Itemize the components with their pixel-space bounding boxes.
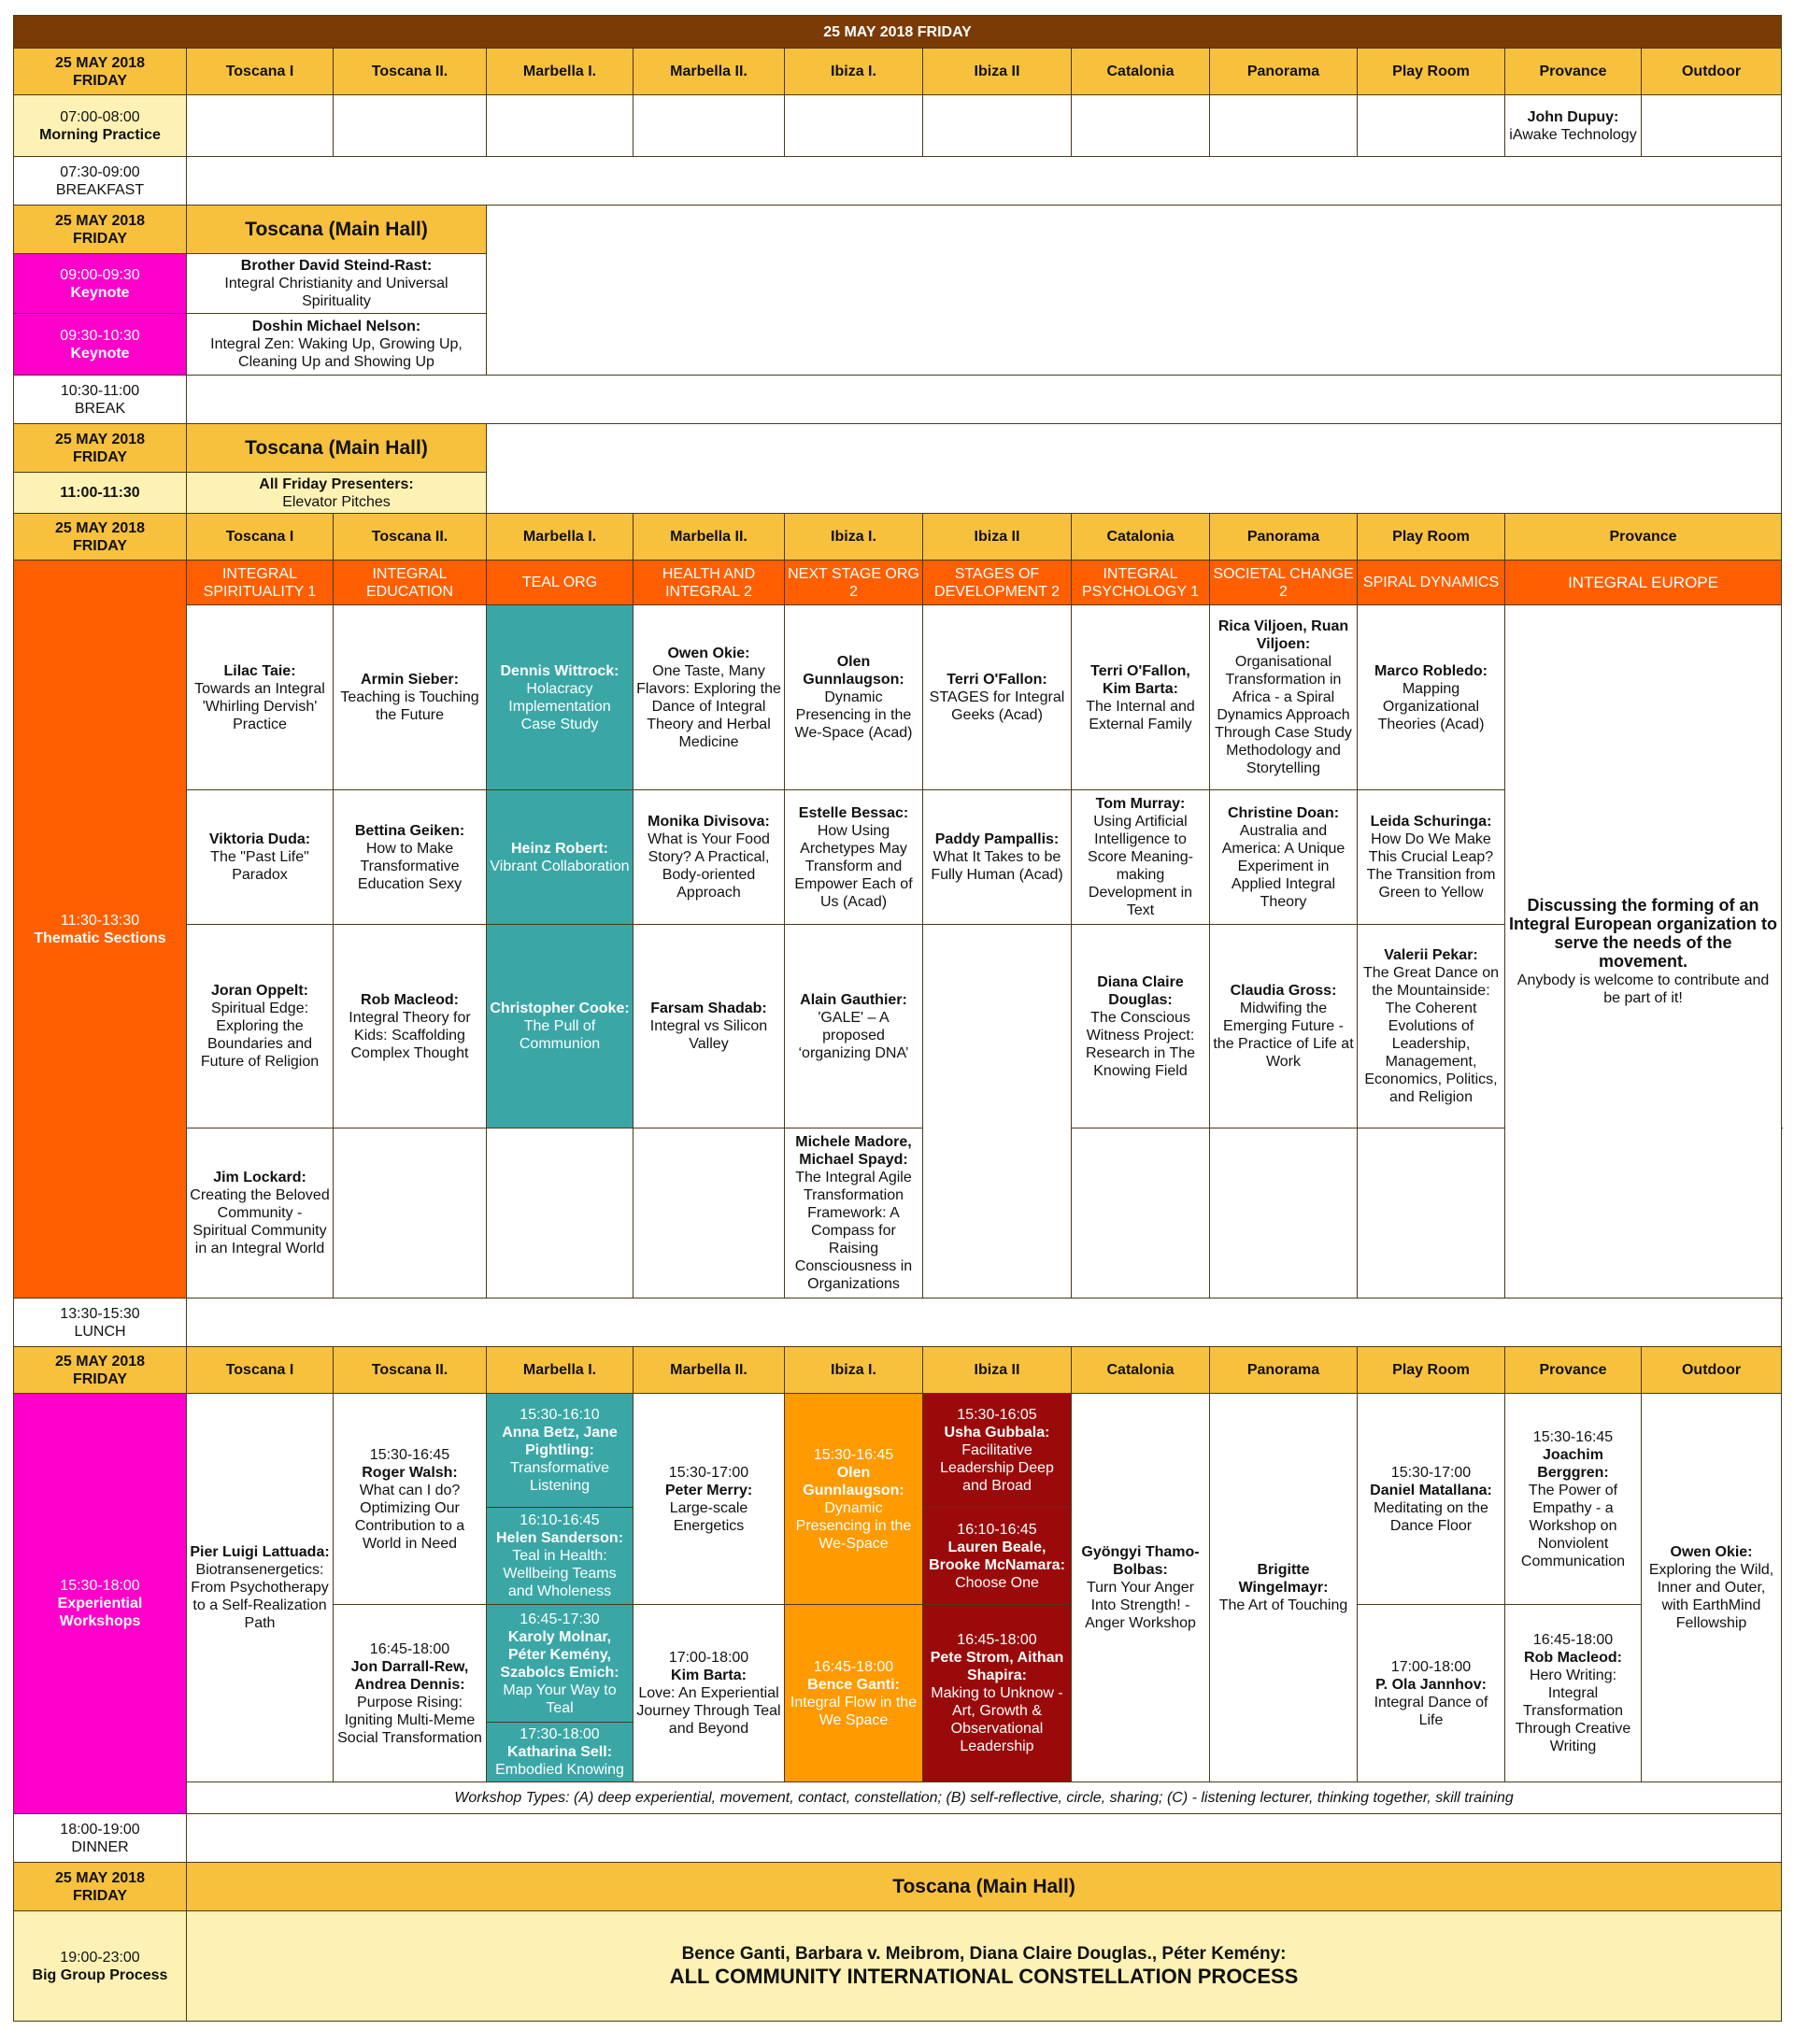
room-header: Marbella II. <box>634 1347 785 1394</box>
session-cell <box>923 790 1072 925</box>
presenter-name: Bence Ganti, Barbara v. Meibrom, Diana Claire Douglas., Péter Kemény: <box>681 1943 1287 1964</box>
presenter-name: Anna Betz, Jane Pightling: <box>502 1425 618 1458</box>
presenter-name: Armin Sieber: <box>361 672 459 688</box>
session-title: What can I do? Optimizing Our Contribution to a World in Need <box>354 1482 465 1552</box>
room-header: Provance <box>1505 49 1642 95</box>
workshop-cell <box>334 1605 487 1782</box>
room-header: Ibiza I. <box>785 514 923 561</box>
room-header: Provance <box>1505 1347 1642 1394</box>
session-title: The Great Dance on the Mountainside: The Coherent Evolutions of Leadership, Management, Economics, Politics, and Religion <box>1363 965 1499 1105</box>
time-text: 11:30-13:30 <box>60 912 140 929</box>
session-title: Towards an Integral 'Whirling Dervish' Practice <box>194 680 325 732</box>
presenter-name: Alain Gauthier: <box>800 991 907 1008</box>
room-header: Toscana I <box>187 1347 334 1394</box>
presenter-name: Tom Murray: <box>1095 796 1186 812</box>
workshop-cell <box>1358 1605 1505 1782</box>
session-time: 15:30-16:45 <box>813 1446 894 1463</box>
date-text: 25 MAY 2018 <box>54 212 146 229</box>
workshop-types-note: Workshop Types: (A) deep experiential, movement, contact, constellation; (B) self-reflective, circle, sharing; (C) - listening lecturer, thinking together, skill training <box>187 1782 1782 1814</box>
session-cell <box>1210 790 1358 925</box>
session-time: 16:45-18:00 <box>813 1658 894 1675</box>
session-title: How to Make Transformative Education Sexy <box>357 840 463 892</box>
time-cell <box>14 376 187 424</box>
time-text: 09:30-10:30 <box>60 327 140 344</box>
presenter-name: Karoly Molnar, Péter Kemény, Szabolcs Emich: <box>500 1628 619 1681</box>
session-title: Creating the Beloved Community - Spiritual Community in an Integral World <box>190 1187 330 1256</box>
session-title: Large-scale Energetics <box>669 1499 748 1534</box>
session-cell <box>1072 605 1210 790</box>
track-label: SPIRAL DYNAMICS <box>1358 561 1505 605</box>
presenter-name: Bettina Geiken: <box>354 822 465 839</box>
session-cell <box>487 790 634 925</box>
time-cell <box>14 1394 187 1814</box>
session-title: The Conscious Witness Project: Research in The Knowing Field <box>1085 1009 1196 1079</box>
room-header: Marbella I. <box>487 49 634 95</box>
presenter-name: Joran Oppelt: <box>210 983 308 999</box>
session-title: What It Takes to be Fully Human (Acad) <box>931 849 1063 883</box>
presenter-name: Jon Darrall-Rew, Andrea Dennis: <box>350 1658 469 1693</box>
slot-label: BREAKFAST <box>55 181 145 198</box>
date-text: 25 MAY 2018 <box>54 431 146 447</box>
session-cell <box>1358 925 1505 1128</box>
day-text: FRIDAY <box>72 537 128 554</box>
presenter-name: Christopher Cooke: <box>490 1001 630 1016</box>
slot-label: Keynote <box>70 345 130 362</box>
time-text: 10:30-11:00 <box>60 382 140 399</box>
session-title: Facilitative Leadership Deep and Broad <box>940 1442 1054 1494</box>
presenter-name: Pete Strom, Aithan Shapira: <box>930 1650 1064 1683</box>
session-cell <box>487 925 634 1128</box>
workshop-cell <box>1072 1394 1210 1782</box>
session-title: The Power of Empathy - a Workshop on Nonviolent Communication <box>1520 1482 1626 1569</box>
session-title: Vibrant Collaboration <box>490 858 630 874</box>
session-title: What is Your Food Story? A Practical, Body-oriented Approach <box>648 831 770 901</box>
session-title: Mapping Organizational Theories (Acad) <box>1377 680 1485 732</box>
session-cell <box>334 605 487 790</box>
workshop-cell <box>923 1508 1072 1605</box>
session-time: 16:45-18:00 <box>1532 1632 1614 1648</box>
time-cell <box>14 561 187 1299</box>
session-cell <box>785 790 923 925</box>
presenter-name: John Dupuy: <box>1527 108 1619 125</box>
session-title: How Do We Make This Crucial Leap? The Transition from Green to Yellow <box>1366 831 1496 901</box>
presenter-name: P. Ola Jannhov: <box>1375 1676 1487 1693</box>
session-cell <box>923 605 1072 790</box>
session-title: How Using Archetypes May Transform and Empower Each of Us (Acad) <box>794 822 913 910</box>
workshop-cell <box>923 1605 1072 1782</box>
session-cell <box>1358 790 1505 925</box>
date-header <box>14 514 187 561</box>
session-title: Meditating on the Dance Floor <box>1374 1499 1488 1534</box>
presenter-name: Owen Okie: <box>1670 1544 1753 1560</box>
session-title: Transformative Listening <box>509 1460 610 1494</box>
presenter-name: Olen Gunnlaugson: <box>803 1464 904 1498</box>
presenter-name: Jim Lockard: <box>213 1170 306 1185</box>
workshop-cell <box>334 1394 487 1605</box>
session-cell <box>334 790 487 925</box>
time-cell <box>14 254 187 314</box>
main-hall-header: Toscana (Main Hall) <box>187 424 487 473</box>
room-header-row <box>14 514 1782 561</box>
time-text: 19:00-23:00 <box>60 1949 140 1966</box>
presenter-name: Leida Schuringa: <box>1370 814 1492 830</box>
presenter-name: Farsam Shadab: <box>650 1001 767 1016</box>
session-title: Making to Unknow - Art, Growth & Observational Leadership <box>931 1685 1063 1754</box>
time-cell <box>14 1299 187 1347</box>
session-title: Spiritual Edge: Exploring the Boundaries and Future of Religion <box>200 1001 320 1070</box>
room-header: Marbella II. <box>634 49 785 95</box>
presenter-name: Christine Doan: <box>1227 804 1340 821</box>
session-cell <box>1072 925 1210 1128</box>
session-cell <box>334 925 487 1128</box>
track-label: NEXT STAGE ORG 2 <box>785 561 923 605</box>
time-cell <box>14 1911 187 2022</box>
session-title: Integral Flow in the We Space <box>790 1694 918 1728</box>
room-header: Play Room <box>1358 514 1505 561</box>
slot-label: Thematic Sections <box>34 930 166 946</box>
session-title: Organisational Transformation in Africa - a Spiral Dynamics Approach Through Case Study Methodology and Storytelling <box>1215 654 1352 776</box>
keynote-cell <box>187 314 487 376</box>
workshop-cell <box>785 1394 923 1605</box>
session-cell <box>785 1128 923 1299</box>
room-header: Marbella II. <box>634 514 785 561</box>
track-label: INTEGRAL SPIRITUALITY 1 <box>187 561 334 605</box>
time-cell <box>14 157 187 206</box>
room-header: Toscana II. <box>334 49 487 95</box>
day-text: FRIDAY <box>72 230 128 247</box>
day-text: FRIDAY <box>72 72 128 89</box>
track-label: INTEGRAL EDUCATION <box>334 561 487 605</box>
session-title: Map Your Way to Teal <box>503 1682 617 1716</box>
session-title: Dynamic Presencing in the We-Space (Acad) <box>794 689 913 741</box>
workshop-cell <box>785 1605 923 1782</box>
session-title: The Internal and External Family <box>1086 698 1195 732</box>
session-title: One Taste, Many Flavors: Exploring the Dance of Integral Theory and Herbal Medicine <box>636 662 781 750</box>
session-cell <box>1072 790 1210 925</box>
presenter-name: Gyöngyi Thamo-Bolbas: <box>1081 1544 1200 1578</box>
presenter-name: Olen Gunnlaugson: <box>803 654 904 688</box>
track-label: INTEGRAL EUROPE <box>1505 561 1782 605</box>
room-header: Outdoor <box>1642 1347 1782 1394</box>
session-title: Exploring the Wild, Inner and Outer, with EarthMind Fellowship <box>1648 1562 1774 1631</box>
session-title: Purpose Rising: Igniting Multi-Meme Social Transformation <box>337 1694 482 1746</box>
time-text: 15:30-18:00 <box>60 1578 140 1594</box>
time-text: 09:00-09:30 <box>60 266 140 283</box>
session-time: 15:30-16:45 <box>369 1446 450 1463</box>
session-cell <box>1210 605 1358 790</box>
presenter-name: Viktoria Duda: <box>208 831 311 847</box>
session-cell <box>487 605 634 790</box>
session-cell <box>634 925 785 1128</box>
track-label: INTEGRAL PSYCHOLOGY 1 <box>1072 561 1210 605</box>
pitches-cell <box>187 473 487 514</box>
date-text: 25 MAY 2018 <box>54 1869 146 1886</box>
room-header: Toscana I <box>187 49 334 95</box>
session-title: Integral Christianity and Universal Spirituality <box>224 276 448 309</box>
workshop-row <box>14 1394 1782 1508</box>
presenter-name: Kim Barta: <box>671 1668 747 1683</box>
session-row <box>14 605 1782 790</box>
presenter-name: Heinz Robert: <box>511 840 608 857</box>
workshop-cell <box>1358 1394 1505 1605</box>
session-cell <box>187 1128 334 1299</box>
time-text: 07:00-08:00 <box>60 108 140 125</box>
main-hall-header: Toscana (Main Hall) <box>187 206 487 254</box>
track-label: HEALTH AND INTEGRAL 2 <box>634 561 785 605</box>
session-title: The Integral Agile Transformation Framework: A Compass for Raising Consciousness in Organizations <box>794 1170 913 1292</box>
session-time: 15:30-16:45 <box>1532 1428 1614 1445</box>
session-title: Embodied Knowing <box>495 1762 624 1778</box>
morning-row <box>14 95 1782 157</box>
session-cell <box>187 790 334 925</box>
time-text: 18:00-19:00 <box>60 1821 140 1838</box>
room-header: Ibiza I. <box>785 1347 923 1394</box>
day-text: FRIDAY <box>72 1370 128 1387</box>
session-title: The Pull of Communion <box>519 1018 601 1052</box>
session-title: Elevator Pitches <box>282 493 391 510</box>
session-title: Using Artificial Intelligence to Score Meaning-making Development in Text <box>1088 814 1193 918</box>
workshop-cell <box>1505 1605 1642 1782</box>
presenter-name: Estelle Bessac: <box>798 804 909 821</box>
session-title: Holacracy Implementation Case Study <box>508 680 611 732</box>
workshop-cell <box>634 1394 785 1605</box>
session-title: Midwifing the Emerging Future - the Practice of Life at Work <box>1213 1001 1354 1070</box>
presenter-name: Joachim Berggren: <box>1537 1446 1609 1481</box>
presenter-name: Helen Sanderson: <box>495 1530 624 1546</box>
time-cell <box>14 314 187 376</box>
session-cell <box>634 790 785 925</box>
europe-heading: Discussing the forming of an Integral European organization to serve the needs of the movement. <box>1509 895 1778 971</box>
slot-label: DINNER <box>71 1838 129 1855</box>
room-header: Panorama <box>1210 514 1358 561</box>
room-header: Toscana II. <box>334 1347 487 1394</box>
workshop-cell <box>487 1605 634 1723</box>
room-header-row <box>14 49 1782 95</box>
europe-text: Anybody is welcome to contribute and be part of it! <box>1516 972 1770 1006</box>
session-title: ALL COMMUNITY INTERNATIONAL CONSTELLATION PROCESS <box>669 1964 1299 1988</box>
presenter-name: Monika Divisova: <box>648 814 770 830</box>
presenter-name: Katharina Sell: <box>506 1744 613 1760</box>
room-header: Ibiza II <box>923 49 1072 95</box>
date-text: 25 MAY 2018 <box>54 1353 146 1370</box>
presenter-name: Daniel Matallana: <box>1370 1482 1492 1498</box>
session-time: 17:30-18:00 <box>520 1726 600 1742</box>
presenter-name: Dennis Wittrock: <box>500 662 619 679</box>
session-cell <box>1358 605 1505 790</box>
date-header <box>14 1347 187 1394</box>
room-header: Toscana I <box>187 514 334 561</box>
presenter-name: Lilac Taie: <box>223 662 296 679</box>
presenter-name: Terri O'Fallon: <box>947 672 1047 688</box>
session-title: The Art of Touching <box>1218 1597 1348 1613</box>
date-text: 25 MAY 2018 <box>54 54 146 71</box>
presenter-name: Roger Walsh: <box>362 1464 458 1481</box>
session-time: 16:45-18:00 <box>957 1632 1037 1648</box>
slot-label: Big Group Process <box>32 1966 168 1983</box>
session-time: 16:45-18:00 <box>369 1640 450 1657</box>
integral-europe-cell <box>1505 605 1782 1299</box>
session-time: 15:30-16:05 <box>957 1407 1037 1423</box>
presenter-name: Diana Claire Douglas: <box>1097 973 1184 1008</box>
schedule <box>13 15 1781 2022</box>
session-time: 17:00-18:00 <box>668 1650 749 1666</box>
workshop-cell <box>1505 1394 1642 1605</box>
date-header <box>14 206 187 254</box>
presenter-name: Brigitte Wingelmayr: <box>1238 1562 1329 1596</box>
schedule-table <box>13 15 1782 2022</box>
slot-label: BREAK <box>74 400 126 417</box>
slot-label: Morning Practice <box>39 126 161 143</box>
session-time: 15:30-17:00 <box>1390 1464 1472 1481</box>
room-header: Provance <box>1505 514 1782 561</box>
workshop-cell <box>487 1394 634 1508</box>
day-text: FRIDAY <box>72 1887 128 1904</box>
room-header: Outdoor <box>1642 49 1782 95</box>
time-cell <box>14 1814 187 1863</box>
session-cell <box>785 605 923 790</box>
room-header: Panorama <box>1210 49 1358 95</box>
date-text: 25 MAY 2018 <box>54 519 146 536</box>
session-title: Teal in Health: Wellbeing Teams and Wholeness <box>503 1548 617 1599</box>
track-label: STAGES OF DEVELOPMENT 2 <box>923 561 1072 605</box>
session-time: 16:10-16:45 <box>520 1512 600 1528</box>
presenter-name: Claudia Gross: <box>1230 983 1337 999</box>
session-title: Teaching is Touching the Future <box>340 689 479 723</box>
presenter-name: Rob Macleod: <box>361 991 459 1008</box>
empty-cell <box>923 925 1072 1299</box>
room-header: Marbella I. <box>487 514 634 561</box>
presenter-name: Paddy Pampallis: <box>934 831 1060 847</box>
presenter-name: Marco Robledo: <box>1374 662 1488 679</box>
workshop-cell <box>487 1723 634 1782</box>
session-title: Integral Dance of Life <box>1374 1694 1488 1728</box>
time-cell <box>14 95 187 157</box>
presenter-name: Rica Viljoen, Ruan Viljoen: <box>1217 618 1349 652</box>
session-time: 15:30-16:10 <box>520 1407 600 1423</box>
workshop-cell <box>187 1394 334 1782</box>
date-header <box>14 1863 187 1911</box>
workshop-cell <box>487 1508 634 1605</box>
time-text: 13:30-15:30 <box>60 1305 140 1322</box>
session-cell <box>1505 95 1642 157</box>
room-header: Marbella I. <box>487 1347 634 1394</box>
session-title: Australia and America: A Unique Experiment in Applied Integral Theory <box>1221 822 1346 910</box>
presenter-name: Michele Madore, Michael Spayd: <box>795 1134 912 1168</box>
date-header <box>14 49 187 95</box>
room-header: Toscana II. <box>334 514 487 561</box>
keynote-cell <box>187 254 487 314</box>
slot-label: Keynote <box>70 284 130 301</box>
session-title: Dynamic Presencing in the We-Space <box>795 1499 912 1552</box>
time-text: 07:30-09:00 <box>60 163 140 180</box>
session-title: Integral Zen: Waking Up, Growing Up, Cleaning Up and Showing Up <box>210 336 463 370</box>
track-row <box>14 561 1782 605</box>
date-header <box>14 424 187 473</box>
main-hall-header: Toscana (Main Hall) <box>187 1863 1782 1911</box>
workshop-cell <box>634 1605 785 1782</box>
room-header: Catalonia <box>1072 49 1210 95</box>
workshop-cell <box>1642 1394 1782 1782</box>
session-title: Hero Writing: Integral Transformation Through Creative Writing <box>1515 1668 1631 1754</box>
room-header: Play Room <box>1358 49 1505 95</box>
session-cell <box>187 925 334 1128</box>
session-time: 16:10-16:45 <box>957 1521 1037 1538</box>
workshop-cell <box>1210 1394 1358 1782</box>
presenter-name: Terri O'Fallon, Kim Barta: <box>1090 662 1190 697</box>
session-title: Choose One <box>955 1574 1039 1591</box>
session-cell <box>1210 925 1358 1128</box>
room-header: Ibiza I. <box>785 49 923 95</box>
presenter-name: Usha Gubbala: <box>944 1425 1050 1441</box>
session-time: 17:00-18:00 <box>1390 1658 1472 1675</box>
evening-cell <box>187 1911 1782 2022</box>
room-header-row <box>14 1347 1782 1394</box>
time-cell <box>14 473 187 514</box>
session-title: Integral vs Silicon Valley <box>649 1018 768 1052</box>
presenter-name: Valerii Pekar: <box>1384 947 1478 963</box>
day-text: FRIDAY <box>72 448 128 465</box>
session-cell <box>785 925 923 1128</box>
presenter-name: Lauren Beale, Brooke McNamara: <box>929 1539 1065 1573</box>
session-cell <box>634 605 785 790</box>
track-label: SOCIETAL CHANGE 2 <box>1210 561 1358 605</box>
presenter-name: Peter Merry: <box>664 1482 753 1498</box>
room-header: Ibiza II <box>923 1347 1072 1394</box>
room-header: Ibiza II <box>923 514 1072 561</box>
session-time: 15:30-17:00 <box>668 1464 749 1481</box>
session-title: Turn Your Anger Into Strength! - Anger Workshop <box>1085 1580 1196 1631</box>
presenter-name: Doshin Michael Nelson: <box>251 319 421 334</box>
workshop-cell <box>923 1394 1072 1508</box>
presenter-name: Rob Macleod: <box>1524 1650 1622 1666</box>
session-title: Biotransenergetics: From Psychotherapy to a Self-Realization Path <box>191 1562 329 1631</box>
slot-label: LUNCH <box>74 1323 126 1340</box>
session-title: Integral Theory for Kids: Scaffolding Complex Thought <box>349 1009 471 1061</box>
presenter-name: Owen Okie: <box>667 645 750 661</box>
room-header: Catalonia <box>1072 514 1210 561</box>
room-header: Play Room <box>1358 1347 1505 1394</box>
time-text: 11:00-11:30 <box>60 485 140 501</box>
presenter-name: Brother David Steind-Rast: <box>240 258 433 274</box>
track-label: TEAL ORG <box>487 561 634 605</box>
page-title: 25 MAY 2018 FRIDAY <box>14 16 1782 49</box>
presenter-name: Bence Ganti: <box>807 1676 900 1693</box>
presenter-name: All Friday Presenters: <box>259 476 414 492</box>
session-title: Love: An Experiential Journey Through Teal and Beyond <box>636 1685 781 1737</box>
slot-label: Experiential Workshops <box>57 1596 143 1629</box>
presenter-name: Pier Luigi Lattuada: <box>190 1544 330 1560</box>
session-title: The "Past Life" Paradox <box>210 849 309 883</box>
session-cell <box>187 605 334 790</box>
room-header: Panorama <box>1210 1347 1358 1394</box>
session-time: 16:45-17:30 <box>520 1611 600 1627</box>
session-title: 'GALE' – A proposed ‘organizing DNA’ <box>798 1009 909 1061</box>
session-title: iAwake Technology <box>1509 126 1637 143</box>
session-title: STAGES for Integral Geeks (Acad) <box>929 689 1065 723</box>
room-header: Catalonia <box>1072 1347 1210 1394</box>
